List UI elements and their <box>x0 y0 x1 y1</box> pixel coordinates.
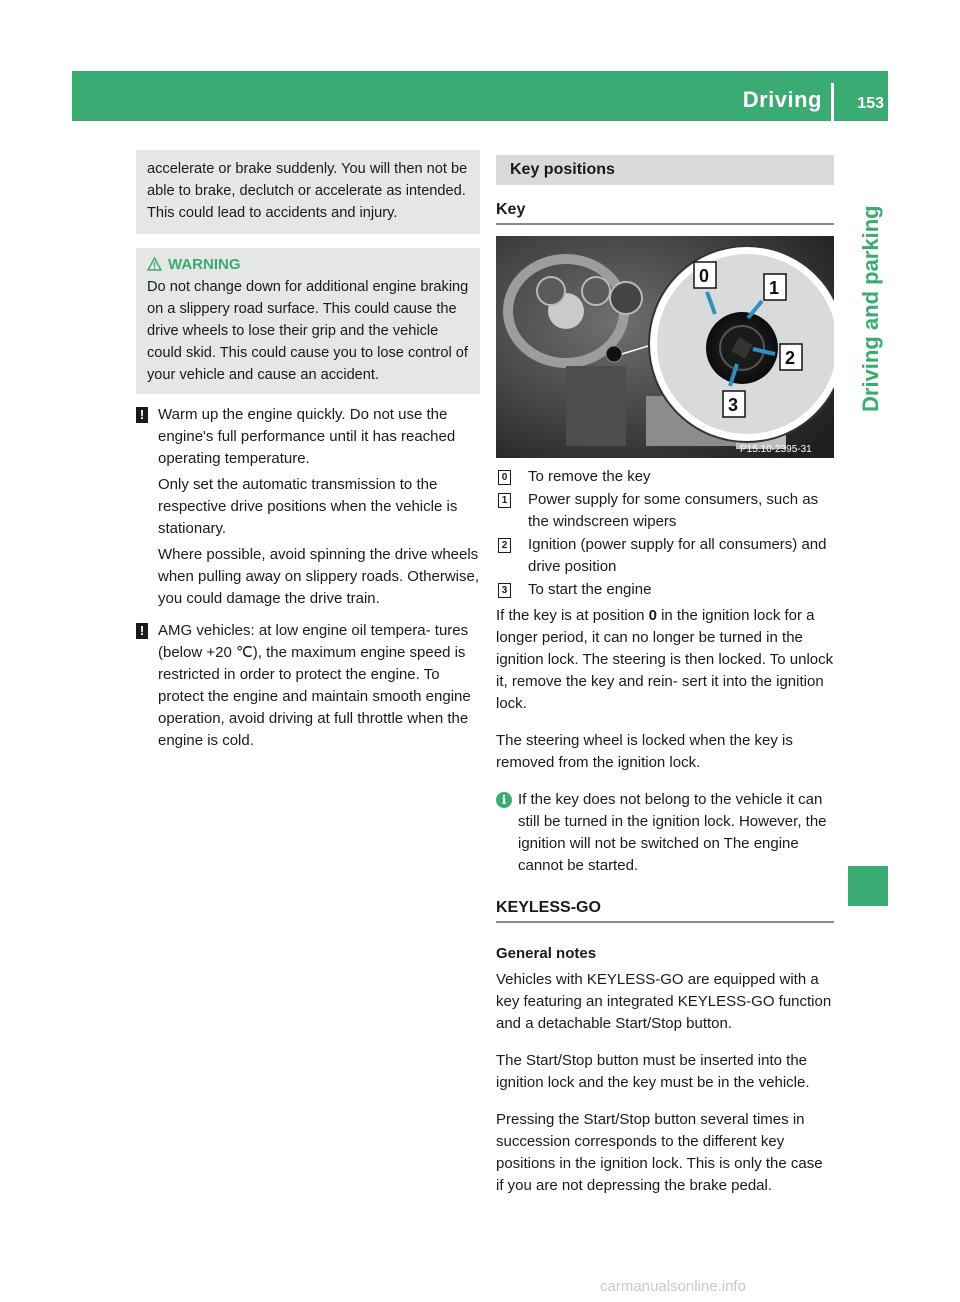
general-notes-p3: Pressing the Start/Stop button several times in succession corresponds to the different key positions in the ignition lock. This is only the case if you are not depressing the brake pedal. <box>496 1111 823 1194</box>
exclamation-icon: ! <box>136 623 148 639</box>
note-warm-up-p3: Where possible, avoid spinning the drive wheels when pulling away on slippery roads. Otherwise, you could damage the drive train. <box>158 546 479 607</box>
key-text-1: Power supply for some consumers, such as the windscreen wipers <box>528 491 819 530</box>
key-number-1: 1 <box>498 493 511 508</box>
callout-3: 3 <box>728 395 739 415</box>
note-warm-up-p1: Warm up the engine quickly. Do not use the engine's full performance until it has reached operating temperature. <box>158 406 456 467</box>
general-notes-p1: Vehicles with KEYLESS-GO are equipped with a key featuring an integrated KEYLESS-GO function and a detachable Start/Stop button. <box>496 971 832 1032</box>
key-number-0: 0 <box>498 470 511 485</box>
note-amg <box>136 620 480 752</box>
info-icon: i <box>496 792 512 808</box>
note-warm-up-p2: Only set the automatic transmission to the respective drive positions when the vehicle is stationary. <box>158 476 458 537</box>
info-text: If the key does not belong to the vehicle it can still be turned in the ignition lock. However, the ignition will not be switched on The engine cannot be started. <box>518 791 827 874</box>
list-item <box>496 466 834 488</box>
para1-position-zero: 0 <box>648 607 657 624</box>
page-number: 153 <box>857 95 884 112</box>
key-text-2: Ignition (power supply for all consumers) and drive position <box>528 536 827 575</box>
header-section-title: Driving <box>742 87 822 112</box>
section-title: Key positions <box>496 155 834 185</box>
dashboard-photo <box>496 236 834 458</box>
header-divider <box>831 83 834 121</box>
list-item <box>496 489 834 533</box>
watermark: carmanualsonline.info <box>600 1278 746 1295</box>
para1-part-c: in the ignition lock for a longer period, it can no longer be turned in the ignition lock. The steering is then locked. To unlock it, remove the key and rein- sert it into the ignition lock. <box>496 607 834 712</box>
position-zero-paragraph <box>496 605 834 715</box>
steering-lock-paragraph: The steering wheel is locked when the key is removed from the ignition lock. <box>496 732 793 771</box>
ignition-illustration <box>496 236 834 458</box>
para1-part-a: If the key is at position <box>496 607 649 624</box>
general-notes-heading: General notes <box>496 945 597 962</box>
warning-title: WARNING <box>168 256 241 273</box>
exclamation-icon: ! <box>136 407 148 423</box>
key-number-2: 2 <box>498 538 511 553</box>
list-item <box>496 534 834 578</box>
chapter-marker <box>848 866 888 906</box>
right-column <box>496 150 834 1212</box>
key-text-3: To start the engine <box>528 581 652 598</box>
list-item <box>496 579 834 601</box>
warning-continuation-text: accelerate or brake suddenly. You will then not be able to brake, declutch or accelerate as intended. This could lead to accidents and injury. <box>147 161 468 221</box>
warning-continuation-box <box>136 150 480 234</box>
callout-2: 2 <box>785 348 796 368</box>
key-text-0: To remove the key <box>528 468 651 485</box>
key-number-3: 3 <box>498 583 511 598</box>
warning-text: Do not change down for additional engine braking on a slippery road surface. This could cause the drive wheels to lose their grip and the vehicle could skid. This could cause you to lose control of your vehicle and cause an accident. <box>147 279 469 383</box>
callout-1: 1 <box>769 278 780 298</box>
callout-0: 0 <box>699 266 710 286</box>
left-column <box>136 150 480 752</box>
page-header <box>72 71 888 121</box>
note-amg-text: AMG vehicles: at low engine oil tempera- tures (below +20 ℃), the maximum engine speed is restricted in order to protect the engine. To protect the engine and maintain smooth engine operation, avoid driving at full throttle when the engine is cold. <box>158 622 471 749</box>
warning-box <box>136 248 480 394</box>
keyless-go-heading: KEYLESS-GO <box>496 899 834 923</box>
sub-title: Key <box>496 201 834 225</box>
warning-heading <box>147 254 470 276</box>
info-note <box>496 789 834 877</box>
chapter-label: Driving and parking <box>858 205 883 412</box>
chapter-tab <box>848 205 888 432</box>
key-position-list <box>496 466 834 601</box>
note-warm-up <box>136 404 480 610</box>
warning-triangle-icon <box>147 257 162 271</box>
general-notes-p2: The Start/Stop button must be inserted into the ignition lock and the key must be in the vehicle. <box>496 1052 810 1091</box>
image-code: P15.10-2395-31 <box>740 444 812 455</box>
